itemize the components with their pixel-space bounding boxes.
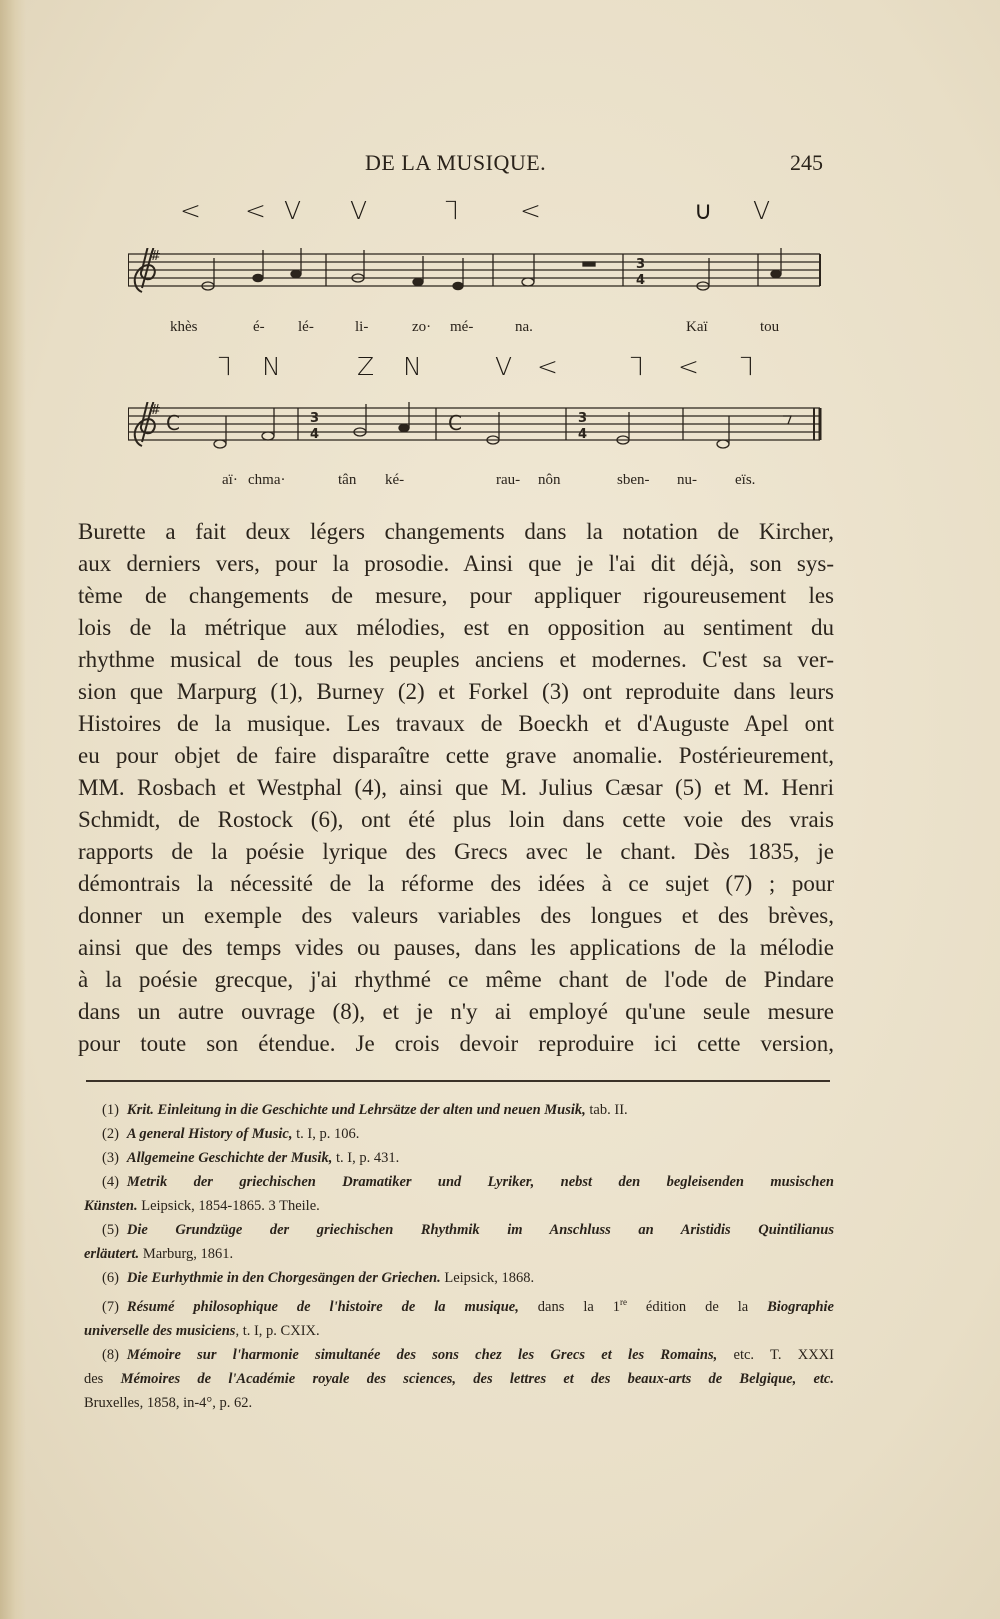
svg-text:#: #	[150, 249, 161, 264]
footnote-3: (3) Allgemeine Geschichte der Musik, t. I, p. 431.	[102, 1150, 400, 1166]
lyric-syllable: tân	[338, 472, 357, 488]
body-line: démontrais la nécessité de la réforme des idées à ce sujet (7) ; pour	[78, 871, 834, 896]
rhythm-sign: <	[245, 196, 266, 225]
page-gutter-shadow	[0, 0, 26, 1619]
svg-text:4: 4	[310, 427, 320, 442]
lyric-syllable: zo·	[412, 319, 432, 335]
lyric-syllable: tou	[760, 319, 780, 335]
body-line: MM. Rosbach et Westphal (4), ainsi que M. Julius Cæsar (5) et M. Henri	[78, 775, 834, 800]
rhythm-sign: V	[350, 196, 368, 225]
footnote-6: (6) Die Eurhythmie in den Chorgesängen der Griechen. Leipsick, 1868.	[102, 1270, 535, 1286]
body-line: pour toute son étendue. Je crois devoir reproduire ici cette version,	[78, 1031, 834, 1056]
body-line: à la poésie grecque, j'ai rhythmé ce même chant de l'ode de Pindare	[78, 967, 834, 992]
body-line: rapports de la poésie lyrique des Grecs avec le chant. Dès 1835, je	[78, 839, 834, 864]
rhythm-sign: V	[284, 196, 302, 225]
body-line: rhythme musical de tous les peuples anciens et modernes. C'est sa ver-	[78, 647, 834, 672]
body-line: sion que Marpurg (1), Burney (2) et Forkel (3) ont reproduite dans leurs	[78, 679, 834, 704]
footnote-4-cont: Künsten. Leipsick, 1854-1865. 3 Theile.	[84, 1198, 320, 1214]
footnote-7-cont: universelle des musiciens, t. I, p. CXIX.	[84, 1322, 320, 1339]
lyric-syllable: na.	[515, 319, 533, 335]
lyric-syllable: lé-	[298, 319, 314, 335]
rhythm-sign: V	[495, 352, 513, 381]
body-line: ainsi que des temps vides ou pauses, dans les applications de la mélodie	[78, 935, 834, 960]
body-line: Histoires de la musique. Les travaux de Boeckh et d'Auguste Apel ont	[78, 711, 834, 736]
lyric-syllable: rau-	[496, 472, 521, 488]
rhythm-sign: N	[403, 352, 422, 381]
footnote-7: (7) Résumé philosophique de l'histoire de la musique, dans la 1re édition de la Biographie	[102, 1297, 834, 1315]
rhythm-sign: V	[753, 196, 771, 225]
lyric-syllable: mé-	[450, 319, 474, 335]
body-line: eu pour objet de faire disparaître cette grave anomalie. Postérieurement,	[78, 743, 834, 768]
footnote-8: (8) Mémoire sur l'harmonie simultanée des sons chez les Grecs et les Romains, etc. T. XXXI	[102, 1346, 834, 1363]
rhythm-sign: N	[262, 352, 281, 381]
footnote-5: (5) Die Grundzüge der griechischen Rhythmik im Anschluss an Aristidis Quintilianus	[102, 1222, 834, 1238]
body-line: tème de changements de mesure, pour appliquer rigoureusement les	[78, 583, 834, 608]
lyric-syllable: chma·	[248, 472, 286, 488]
body-paragraph	[78, 516, 834, 1060]
footnote-4: (4) Metrik der griechischen Dramatiker und Lyriker, nebst den begleisenden musischen	[102, 1174, 834, 1190]
footnotes	[84, 1098, 834, 1415]
svg-text:C: C	[166, 411, 180, 435]
rhythm-sign: <	[180, 196, 201, 225]
rhythm-sign: Z	[357, 352, 375, 381]
page-number: 245	[790, 150, 823, 175]
music-staff-1	[128, 248, 828, 308]
footnote-8-cont: des Mémoires de l'Académie royale des sciences, des lettres et des beaux-arts de Belgique, etc.	[84, 1370, 834, 1387]
rhythm-sign: <	[520, 196, 541, 225]
rhythm-sign: <	[537, 352, 558, 381]
rhythm-sign: ⅂	[445, 196, 459, 225]
lyric-syllable: sben-	[617, 472, 650, 488]
lyrics-system-1	[0, 319, 1000, 343]
footnote-title: Metrik der griechischen Dramatiker und Lyriker, nebst den begleisenden musischen	[126, 1174, 834, 1190]
footnote-divider	[86, 1080, 830, 1082]
footnote-1: (1) Krit. Einleitung in die Geschichte und Lehrsätze der alten und neuen Musik, tab. II.	[102, 1102, 628, 1118]
footnote-title: universelle des musiciens	[84, 1322, 236, 1339]
lyric-syllable: eïs.	[735, 472, 756, 488]
footnote-2: (2) A general History of Music, t. I, p. 106.	[102, 1126, 360, 1142]
lyric-syllable: nu-	[677, 472, 697, 488]
rhythm-sign: ∪	[694, 196, 713, 225]
body-line: Schmidt, de Rostock (6), ont été plus loin dans cette voie des vrais	[78, 807, 834, 832]
svg-text:4: 4	[578, 427, 588, 442]
lyrics-system-2	[0, 472, 1000, 496]
svg-text:#: #	[150, 403, 161, 418]
svg-text:3: 3	[578, 411, 588, 426]
footnote-title: erläutert.	[84, 1246, 140, 1262]
footnote-title: Künsten.	[84, 1198, 138, 1214]
footnote-8-cont-2: Bruxelles, 1858, in-4°, p. 62.	[84, 1394, 253, 1411]
lyric-syllable: aï·	[222, 472, 238, 488]
body-line: dans un autre ouvrage (8), et je n'y ai employé qu'une seule mesure	[78, 999, 834, 1024]
footnote-5-cont: erläutert. Marburg, 1861.	[84, 1246, 234, 1262]
svg-text:C: C	[448, 411, 462, 435]
body-line: aux derniers vers, pour la prosodie. Ainsi que je l'ai dit déjà, son sys-	[78, 551, 834, 576]
footnote-title: Die Grundzüge der griechischen Rhythmik im Anschluss an Aristidis Quintilianus	[126, 1222, 834, 1238]
body-line: donner un exemple des valeurs variables des longues et des brèves,	[78, 903, 834, 928]
lyric-syllable: ké-	[385, 472, 405, 488]
svg-text:4: 4	[636, 273, 646, 288]
footnote-title: Biographie	[767, 1298, 834, 1315]
lyric-syllable: é-	[253, 319, 265, 335]
rhythm-sign: <	[678, 352, 699, 381]
rhythm-sign: ⅂	[218, 352, 232, 381]
music-staff-2	[128, 402, 828, 462]
footnote-title: Mémoires de l'Académie royale des sciences, des lettres et des beaux-arts de Belgique, etc.	[120, 1370, 834, 1387]
footnote-title: Krit. Einleitung in die Geschichte und Lehrsätze der alten und neuen Musik,	[126, 1102, 586, 1118]
footnote-title: Mémoire sur l'harmonie simultanée des sons chez les Grecs et les Romains,	[126, 1346, 718, 1363]
page-header	[0, 150, 1000, 180]
footnote-title: Die Eurhythmie in den Chorgesängen der Griechen.	[126, 1270, 441, 1286]
footnote-title: Résumé philosophique de l'histoire de la musique,	[126, 1298, 519, 1315]
running-head: DE LA MUSIQUE.	[365, 150, 547, 175]
body-line: lois de la métrique aux mélodies, est en opposition au sentiment du	[78, 615, 834, 640]
lyric-syllable: nôn	[538, 472, 561, 488]
body-line: Burette a fait deux légers changements dans la notation de Kircher,	[78, 519, 834, 544]
svg-text:3: 3	[636, 257, 646, 272]
rhythm-sign: ⅂	[740, 352, 754, 381]
footnote-title: Allgemeine Geschichte der Musik,	[126, 1150, 333, 1166]
footnote-title: A general History of Music,	[126, 1126, 293, 1142]
rhythm-sign: ⅂	[630, 352, 644, 381]
rhythm-signs-system-1	[0, 196, 1000, 230]
lyric-syllable: khès	[170, 319, 198, 335]
lyric-syllable: Kaï	[686, 319, 708, 335]
lyric-syllable: li-	[355, 319, 369, 335]
rhythm-signs-system-2	[0, 352, 1000, 386]
svg-text:3: 3	[310, 411, 320, 426]
